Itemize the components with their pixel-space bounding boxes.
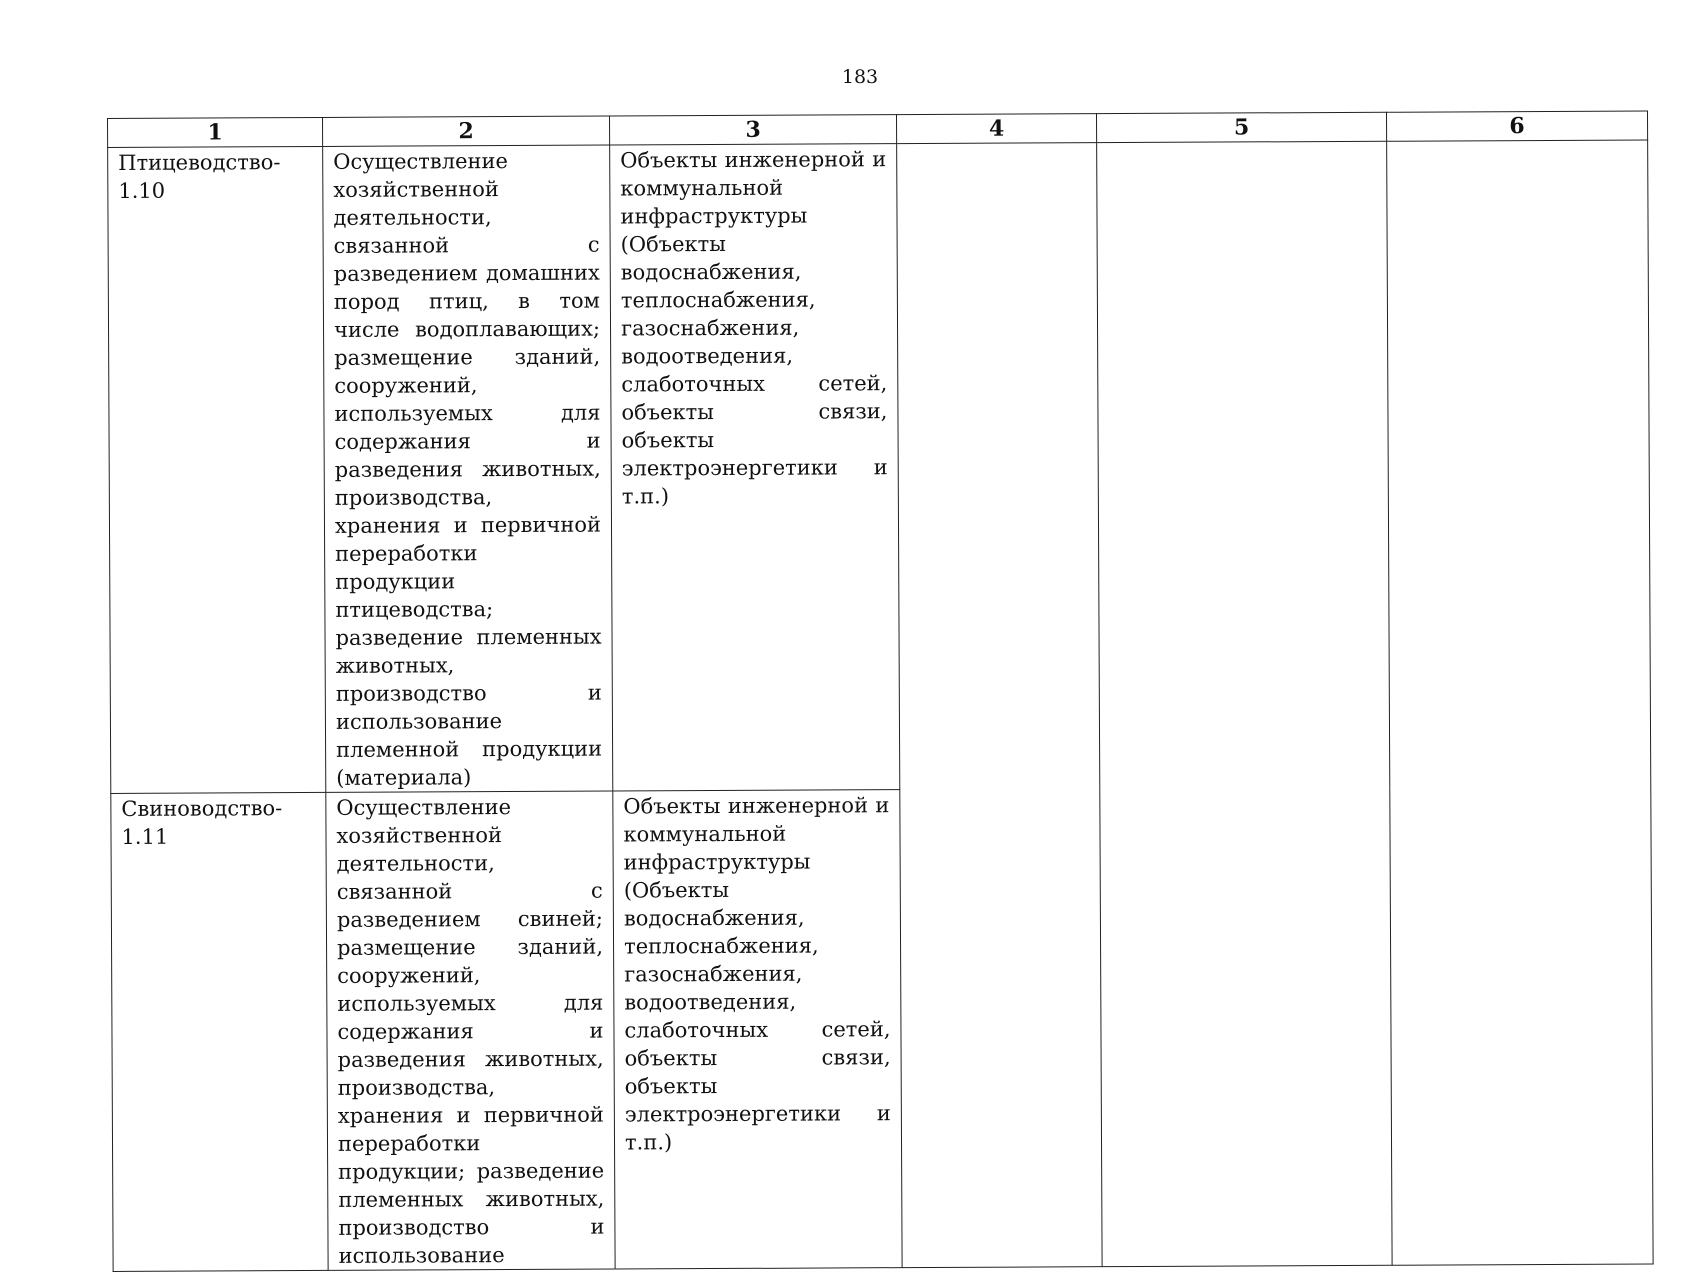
use-type-name-text: Свиноводство- 1.11 xyxy=(121,796,283,849)
column-5-cell xyxy=(1097,141,1392,1266)
column-header-5: 5 xyxy=(1096,112,1386,142)
use-type-description xyxy=(326,791,615,1270)
use-type-description-text: Осуществление хозяйственной деятельности, связанной с разведением свиней; размещение зданий, сооружений, используемых для содержания и разведения животных, производства, хранения и первичной переработки продукции; разведение племенных животных, производство и использование xyxy=(336,795,605,1268)
auxiliary-objects xyxy=(610,144,900,791)
use-type-name xyxy=(108,146,326,793)
column-6-cell xyxy=(1387,140,1653,1265)
auxiliary-objects-text: Объекты инженерной и коммунальной инфраструктуры (Объекты водоснабжения, теплоснабжения, газоснабжения, водоотведения, слаботочных сетей, объекты связи, объекты электроэнергетики и т.п.) xyxy=(620,147,888,509)
column-header-4: 4 xyxy=(896,114,1096,144)
use-type-description-text: Осуществление хозяйственной деятельности, связанной с разведением домашних пород птиц, в том числе водоплавающих; размещение зданий, сооружений, используемых для содержания и разведения животных, производства, хранения и первичной переработки продукции птицеводства; разведение племенных животных, производство и использование племенной продукции (материала) xyxy=(333,149,603,790)
column-header-3: 3 xyxy=(609,115,896,145)
column-4-cell xyxy=(897,143,1102,1268)
permitted-use-table xyxy=(107,110,1654,1272)
column-header-2: 2 xyxy=(322,116,609,146)
column-header-1: 1 xyxy=(108,117,323,147)
column-header-6: 6 xyxy=(1386,111,1647,141)
page-number: 183 xyxy=(841,66,879,88)
table-row xyxy=(108,140,1651,794)
auxiliary-objects-text: Объекты инженерной и коммунальной инфраструктуры (Объекты водоснабжения, теплоснабжения, газоснабжения, водоотведения, слаботочных сетей, объекты связи, объекты электроэнергетики и т.п.) xyxy=(623,793,891,1155)
use-type-name-text: Птицеводство- 1.10 xyxy=(118,150,281,203)
auxiliary-objects xyxy=(613,790,902,1269)
use-type-description xyxy=(323,145,613,792)
